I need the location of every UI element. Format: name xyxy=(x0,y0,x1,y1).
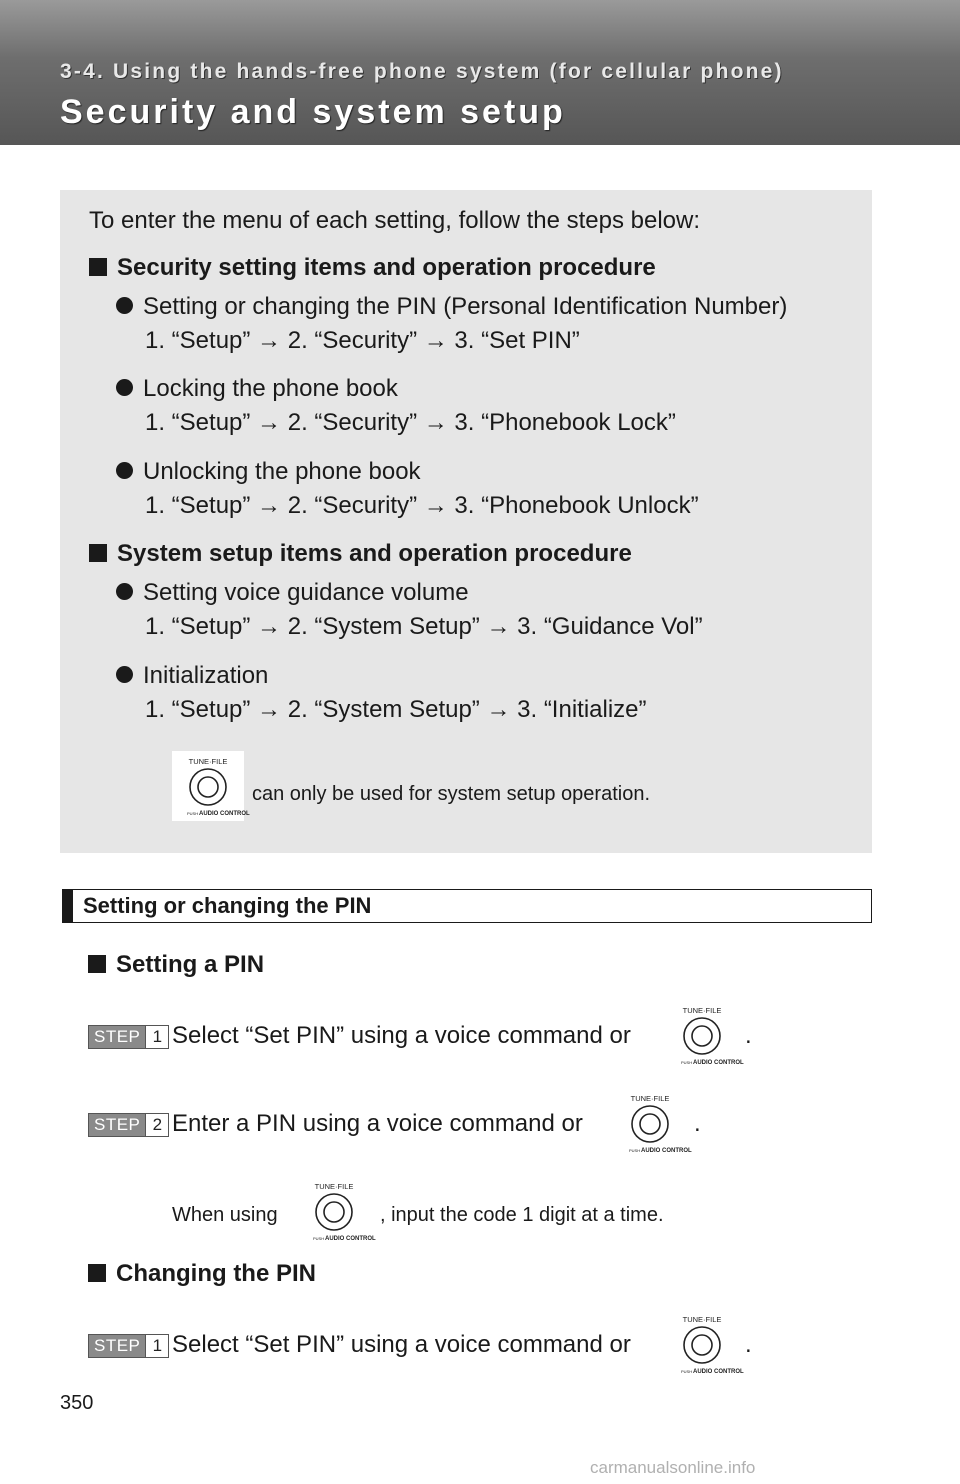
knob-push-label: PUSH xyxy=(681,1060,693,1065)
list-item: Locking the phone book xyxy=(116,375,398,403)
step-end: . xyxy=(694,1110,701,1137)
page-title: Security and system setup xyxy=(60,93,566,131)
knob-outer-ring xyxy=(316,1194,352,1230)
square-bullet-icon xyxy=(89,544,107,562)
page-number: 350 xyxy=(60,1392,94,1414)
step-end: . xyxy=(745,1022,752,1049)
step-text: Enter a PIN using a voice command or xyxy=(172,1110,583,1137)
list-item: Setting or changing the PIN (Personal Identification Number) xyxy=(116,293,787,321)
list-item: Unlocking the phone book xyxy=(116,458,421,486)
tune-file-knob-icon xyxy=(666,1000,744,1070)
knob-push-label: PUSH xyxy=(313,1236,325,1241)
tune-file-knob-icon xyxy=(666,1309,744,1379)
knob-bottom-label: AUDIO CONTROL xyxy=(199,811,250,817)
list-item: Initialization xyxy=(116,662,268,690)
knob-push-label: PUSH xyxy=(187,811,199,816)
square-bullet-icon xyxy=(88,955,106,973)
step-badge: STEP 1 xyxy=(88,1334,169,1358)
knob-top-label: TUNE·FILE xyxy=(682,1315,722,1324)
knob-note: can only be used for system setup operation. xyxy=(252,783,651,805)
step-text: Select “Set PIN” using a voice command or xyxy=(172,1331,631,1358)
knob-top-label: TUNE·FILE xyxy=(188,757,228,766)
watermark: carmanualsonline.info xyxy=(590,1458,756,1477)
note-text-after: , input the code 1 digit at a time. xyxy=(380,1204,664,1226)
list-item: Setting voice guidance volume xyxy=(116,579,469,607)
step-badge: STEP 1 xyxy=(88,1025,169,1049)
knob-inner-ring xyxy=(692,1026,712,1046)
knob-outer-ring xyxy=(190,769,226,805)
knob-bottom-label: AUDIO CONTROL xyxy=(325,1236,376,1242)
step-end: . xyxy=(745,1331,752,1358)
knob-outer-ring xyxy=(684,1327,720,1363)
knob-push-label: PUSH xyxy=(629,1148,641,1153)
note-text-before: When using xyxy=(172,1204,278,1226)
security-heading: Security setting items and operation procedure xyxy=(89,254,656,282)
knob-outer-ring xyxy=(684,1018,720,1054)
knob-top-label: TUNE·FILE xyxy=(630,1094,670,1103)
menu-path: 1. “Setup” → 2. “System Setup” → 3. “Guidance Vol” xyxy=(145,613,703,640)
section-label: 3-4. Using the hands-free phone system (for cellular phone) xyxy=(60,60,784,83)
changing-pin-heading: Changing the PIN xyxy=(88,1260,316,1288)
section-title: Setting or changing the PIN xyxy=(83,893,372,918)
info-box xyxy=(60,190,872,853)
knob-outer-ring xyxy=(632,1106,668,1142)
step-text: Select “Set PIN” using a voice command or xyxy=(172,1022,631,1049)
tune-file-knob-icon xyxy=(614,1088,692,1158)
intro-text: To enter the menu of each setting, follow the steps below: xyxy=(89,207,701,234)
knob-bottom-label: AUDIO CONTROL xyxy=(641,1148,692,1154)
menu-path: 1. “Setup” → 2. “Security” → 3. “Phonebook Lock” xyxy=(145,409,676,436)
knob-bottom-label: AUDIO CONTROL xyxy=(693,1369,744,1375)
knob-bottom-label: AUDIO CONTROL xyxy=(693,1060,744,1066)
knob-top-label: TUNE·FILE xyxy=(682,1006,722,1015)
square-bullet-icon xyxy=(89,258,107,276)
chapter-header xyxy=(0,0,960,145)
knob-inner-ring xyxy=(324,1202,344,1222)
menu-path: 1. “Setup” → 2. “Security” → 3. “Set PIN” xyxy=(145,327,580,354)
knob-push-label: PUSH xyxy=(681,1369,693,1374)
knob-top-label: TUNE·FILE xyxy=(314,1182,354,1191)
round-bullet-icon xyxy=(116,583,133,600)
round-bullet-icon xyxy=(116,297,133,314)
square-bullet-icon xyxy=(88,1264,106,1282)
round-bullet-icon xyxy=(116,462,133,479)
section-title-bar xyxy=(62,889,872,923)
round-bullet-icon xyxy=(116,379,133,396)
system-heading: System setup items and operation procedure xyxy=(89,540,632,568)
setting-pin-heading: Setting a PIN xyxy=(88,951,264,979)
menu-path: 1. “Setup” → 2. “System Setup” → 3. “Initialize” xyxy=(145,696,647,723)
round-bullet-icon xyxy=(116,666,133,683)
knob-inner-ring xyxy=(692,1335,712,1355)
tune-file-knob-icon xyxy=(172,751,250,821)
menu-path: 1. “Setup” → 2. “Security” → 3. “Phonebook Unlock” xyxy=(145,492,699,519)
knob-inner-ring xyxy=(198,777,218,797)
tune-file-knob-icon xyxy=(298,1176,376,1246)
step-badge: STEP 2 xyxy=(88,1113,169,1137)
knob-inner-ring xyxy=(640,1114,660,1134)
